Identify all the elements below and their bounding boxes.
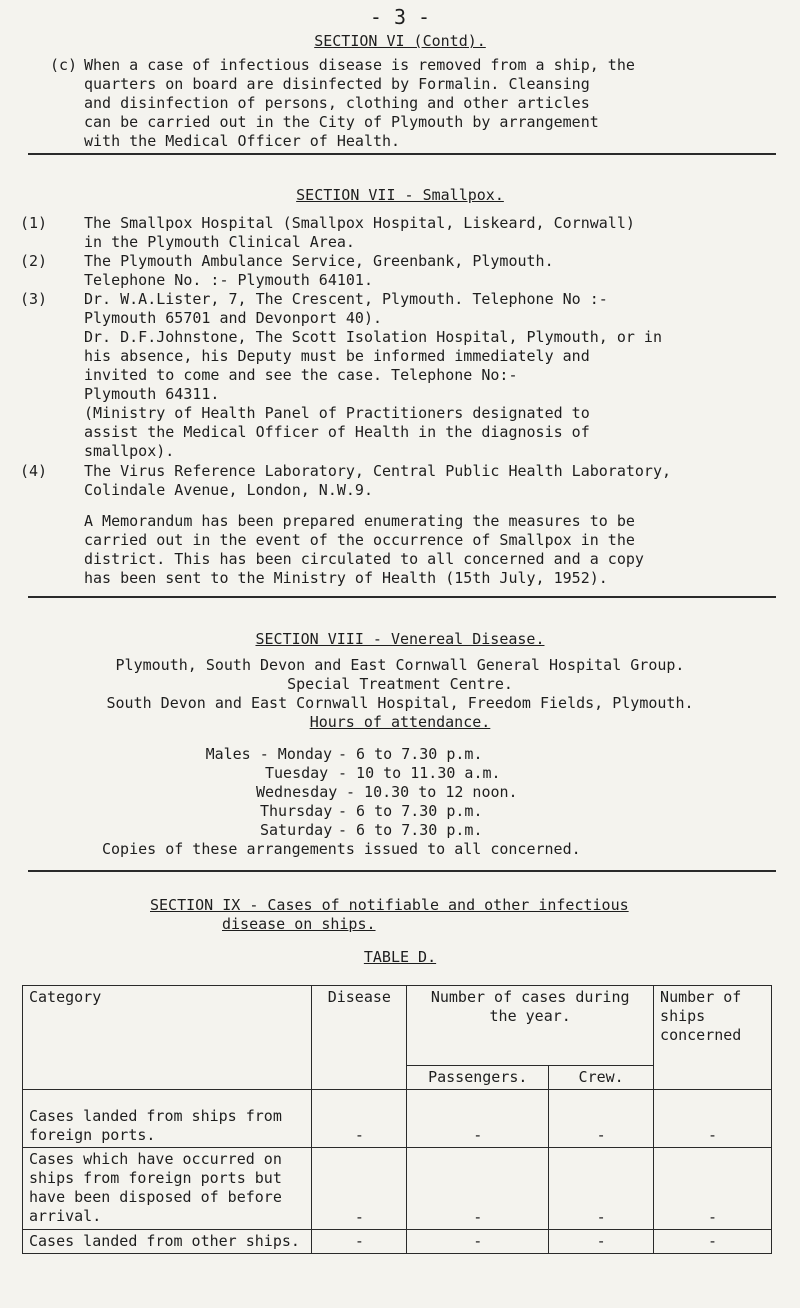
header-number-cases: Number of cases during the year. bbox=[407, 986, 654, 1066]
table-row bbox=[23, 1230, 772, 1254]
table-row bbox=[23, 1148, 772, 1230]
header-crew: Crew. bbox=[549, 1066, 654, 1090]
text-line: invited to come and see the case. Telephone No:- bbox=[84, 366, 518, 384]
section-7-heading: SECTION VII - Smallpox. bbox=[296, 186, 504, 204]
text-line: (Ministry of Health Panel of Practitioners designated to bbox=[84, 404, 590, 422]
text-line: When a case of infectious disease is removed from a ship, the bbox=[84, 56, 635, 74]
text-line: quarters on board are disinfected by Formalin. Cleansing bbox=[84, 75, 590, 93]
schedule-day: Wednesday bbox=[256, 783, 338, 801]
schedule-hours: - 6 to 7.30 p.m. bbox=[338, 821, 483, 839]
text-line: Dr. W.A.Lister, 7, The Crescent, Plymouth. Telephone No :- bbox=[84, 290, 608, 308]
text-line: with the Medical Officer of Health. bbox=[84, 132, 401, 150]
row-disease: - bbox=[312, 1230, 407, 1254]
schedule-day: Males - Monday bbox=[205, 745, 332, 763]
row-category: Cases landed from ships from foreign ports. bbox=[23, 1090, 312, 1148]
row-crew: - bbox=[549, 1090, 654, 1148]
section-6-label: (c) bbox=[50, 56, 78, 74]
clinic-line: Special Treatment Centre. bbox=[287, 675, 513, 693]
table-row bbox=[23, 1090, 772, 1148]
page-number: - 3 - bbox=[369, 5, 431, 29]
text-line: smallpox). bbox=[84, 442, 175, 460]
schedule-day: Thursday bbox=[260, 802, 333, 820]
clinic-line: Plymouth, South Devon and East Cornwall General Hospital Group. bbox=[115, 656, 685, 674]
text-line: Telephone No. :- Plymouth 64101. bbox=[84, 271, 373, 289]
row-disease: - bbox=[312, 1148, 407, 1230]
text-line: The Plymouth Ambulance Service, Greenbank, Plymouth. bbox=[84, 252, 554, 270]
text-line: Plymouth 64311. bbox=[84, 385, 220, 403]
schedule-hours: - 10 to 11.30 a.m. bbox=[338, 764, 501, 782]
text-line: district. This has been circulated to all concerned and a copy bbox=[84, 550, 644, 568]
section-6-text bbox=[84, 56, 784, 151]
schedule-hours: - 6 to 7.30 p.m. bbox=[338, 745, 483, 763]
hours-heading: Hours of attendance. bbox=[309, 713, 491, 731]
smallpox-item-1 bbox=[84, 214, 794, 252]
smallpox-item-2 bbox=[84, 252, 794, 290]
schedule-day: Saturday bbox=[260, 821, 333, 839]
row-ships: - bbox=[654, 1230, 772, 1254]
text-line: Plymouth 65701 and Devonport 40). bbox=[84, 309, 383, 327]
schedule-day: Tuesday bbox=[265, 764, 329, 782]
item-number: (4) bbox=[20, 462, 48, 480]
row-category: Cases which have occurred on ships from foreign ports but have been disposed of before arrival. bbox=[23, 1148, 312, 1230]
row-crew: - bbox=[549, 1230, 654, 1254]
row-ships: - bbox=[654, 1148, 772, 1230]
text-line: assist the Medical Officer of Health in the diagnosis of bbox=[84, 423, 590, 441]
table-title: TABLE D. bbox=[363, 948, 437, 966]
text-line: can be carried out in the City of Plymouth by arrangement bbox=[84, 113, 599, 131]
text-line: Colindale Avenue, London, N.W.9. bbox=[84, 481, 373, 499]
row-passengers: - bbox=[407, 1148, 549, 1230]
text-line: The Smallpox Hospital (Smallpox Hospital, Liskeard, Cornwall) bbox=[84, 214, 635, 232]
smallpox-item-4 bbox=[84, 462, 794, 500]
memorandum-paragraph bbox=[84, 512, 794, 588]
clinic-line: South Devon and East Cornwall Hospital, Freedom Fields, Plymouth. bbox=[106, 694, 694, 712]
section-divider bbox=[28, 153, 776, 155]
schedule-hours: - 6 to 7.30 p.m. bbox=[338, 802, 483, 820]
row-disease: - bbox=[312, 1090, 407, 1148]
section-6-heading: SECTION VI (Contd). bbox=[314, 32, 486, 50]
section-divider bbox=[28, 596, 776, 598]
text-line: carried out in the event of the occurrence of Smallpox in the bbox=[84, 531, 635, 549]
header-passengers: Passengers. bbox=[407, 1066, 549, 1090]
cases-table bbox=[22, 985, 772, 1254]
item-number: (1) bbox=[20, 214, 48, 232]
text-line: his absence, his Deputy must be informed immediately and bbox=[84, 347, 590, 365]
header-ships: Number of ships concerned bbox=[654, 986, 772, 1090]
section-9-heading-line-2: disease on ships. bbox=[222, 915, 376, 933]
text-line: A Memorandum has been prepared enumerating the measures to be bbox=[84, 512, 635, 530]
row-ships: - bbox=[654, 1090, 772, 1148]
text-line: and disinfection of persons, clothing and other articles bbox=[84, 94, 590, 112]
item-number: (2) bbox=[20, 252, 48, 270]
text-line: has been sent to the Ministry of Health (15th July, 1952). bbox=[84, 569, 608, 587]
row-crew: - bbox=[549, 1148, 654, 1230]
row-passengers: - bbox=[407, 1090, 549, 1148]
text-line: The Virus Reference Laboratory, Central Public Health Laboratory, bbox=[84, 462, 671, 480]
section-divider bbox=[28, 870, 776, 872]
smallpox-item-3 bbox=[84, 290, 794, 461]
section-8-heading: SECTION VIII - Venereal Disease. bbox=[255, 630, 545, 648]
text-line: Dr. D.F.Johnstone, The Scott Isolation Hospital, Plymouth, or in bbox=[84, 328, 662, 346]
section-9-heading: SECTION IX - Cases of notifiable and other infectious bbox=[150, 896, 629, 914]
schedule-hours: - 10.30 to 12 noon. bbox=[346, 783, 518, 801]
row-category: Cases landed from other ships. bbox=[23, 1230, 312, 1254]
copies-note: Copies of these arrangements issued to all concerned. bbox=[102, 840, 581, 858]
item-number: (3) bbox=[20, 290, 48, 308]
row-passengers: - bbox=[407, 1230, 549, 1254]
header-category: Category bbox=[23, 986, 312, 1090]
header-disease: Disease bbox=[312, 986, 407, 1090]
text-line: in the Plymouth Clinical Area. bbox=[84, 233, 355, 251]
